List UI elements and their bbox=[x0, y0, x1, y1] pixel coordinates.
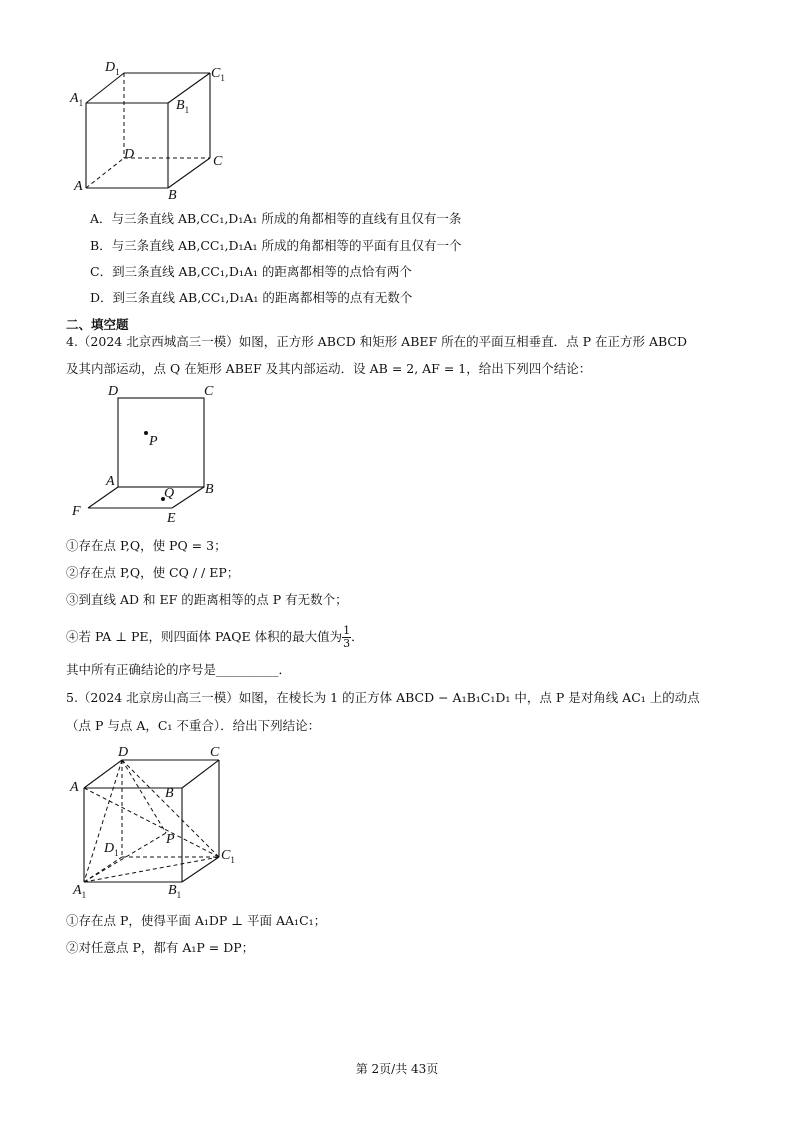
q4-label-A: A bbox=[106, 474, 115, 489]
q4-conclusion-1: ①存在点 P,Q，使 PQ = 3； bbox=[66, 538, 227, 553]
q5-label-D1: $D_1$ bbox=[104, 841, 119, 858]
q5-label-A: A bbox=[70, 780, 79, 795]
label-A1: $A_1$ bbox=[70, 91, 84, 108]
option-b: B．与三条直线 AB,CC₁,D₁A₁ 所成的角都相等的平面有且仅有一个 bbox=[90, 238, 462, 253]
q4-ask: 其中所有正确结论的序号是__________． bbox=[66, 662, 292, 677]
page-footer: 第 2页/共 43页 bbox=[355, 1062, 439, 1076]
q4-conclusion-3: ③到直线 AD 和 EF 的距离相等的点 P 有无数个； bbox=[66, 592, 348, 607]
q5-label-C: C bbox=[210, 745, 220, 760]
q4-stem-line2: 及其内部运动，点 Q 在矩形 ABEF 及其内部运动．设 AB = 2, AF = 1，给出下列四个结论： bbox=[66, 361, 592, 376]
q5-stem-line1: 5.（2024 北京房山高三一模）如图，在棱长为 1 的正方体 ABCD − A₁B₁C₁D₁ 中，点 P 是对角线 AC₁ 上的动点 bbox=[66, 690, 700, 705]
q5-label-A1: $A_1$ bbox=[73, 883, 87, 900]
label-C: C bbox=[213, 154, 223, 169]
label-D: D bbox=[124, 147, 135, 162]
q5-conclusion-1: ①存在点 P，使得平面 A₁DP ⊥ 平面 AA₁C₁； bbox=[66, 913, 327, 928]
q4-conclusion-2: ②存在点 P,Q，使 CQ / / EP； bbox=[66, 565, 240, 580]
q5-label-B1: $B_1$ bbox=[168, 883, 182, 900]
q5-stem-line2: （点 P 与点 A，C₁ 不重合）．给出下列结论： bbox=[66, 718, 321, 733]
q4-label-P: P bbox=[149, 434, 158, 449]
q4-label-F: F bbox=[72, 504, 81, 519]
option-d: D．到三条直线 AB,CC₁,D₁A₁ 的距离都相等的点有无数个 bbox=[90, 290, 413, 305]
label-C1: $C_1$ bbox=[211, 66, 225, 83]
q5-label-B: B bbox=[165, 786, 174, 801]
label-D1: $D_1$ bbox=[105, 60, 120, 77]
q5-label-C1: $C_1$ bbox=[221, 848, 235, 865]
section-heading: 二、填空题 bbox=[66, 317, 129, 332]
q5-label-P: P bbox=[166, 832, 175, 847]
label-B: B bbox=[168, 188, 177, 203]
q4-label-C: C bbox=[204, 384, 214, 399]
cube-figure-1 bbox=[0, 0, 794, 200]
fraction-one-third: $\frac{1}{3}$ bbox=[343, 624, 351, 650]
q5-label-D: D bbox=[118, 745, 129, 760]
option-c: C．到三条直线 AB,CC₁,D₁A₁ 的距离都相等的点恰有两个 bbox=[90, 264, 412, 279]
label-B1: $B_1$ bbox=[176, 98, 190, 115]
label-A: A bbox=[74, 179, 83, 194]
q4-label-Q: Q bbox=[164, 486, 175, 501]
q4-label-D: D bbox=[108, 384, 119, 399]
q4-stem-line1: 4.（2024 北京西城高三一模）如图，正方形 ABCD 和矩形 ABEF 所在的平面互相垂直．点 P 在正方形 ABCD bbox=[66, 334, 688, 349]
q4-conclusion-4: ④若 PA ⊥ PE，则四面体 PAQE 体积的最大值为 $\frac{1}{3}$ ． bbox=[66, 624, 364, 650]
q4-label-B: B bbox=[205, 482, 214, 497]
q4-label-E: E bbox=[167, 511, 176, 526]
q5-conclusion-2: ②对任意点 P，都有 A₁P = DP； bbox=[66, 940, 255, 955]
cube-figure-2 bbox=[0, 740, 794, 900]
option-a: A．与三条直线 AB,CC₁,D₁A₁ 所成的角都相等的直线有且仅有一条 bbox=[90, 211, 462, 226]
square-rectangle-figure bbox=[0, 380, 794, 530]
